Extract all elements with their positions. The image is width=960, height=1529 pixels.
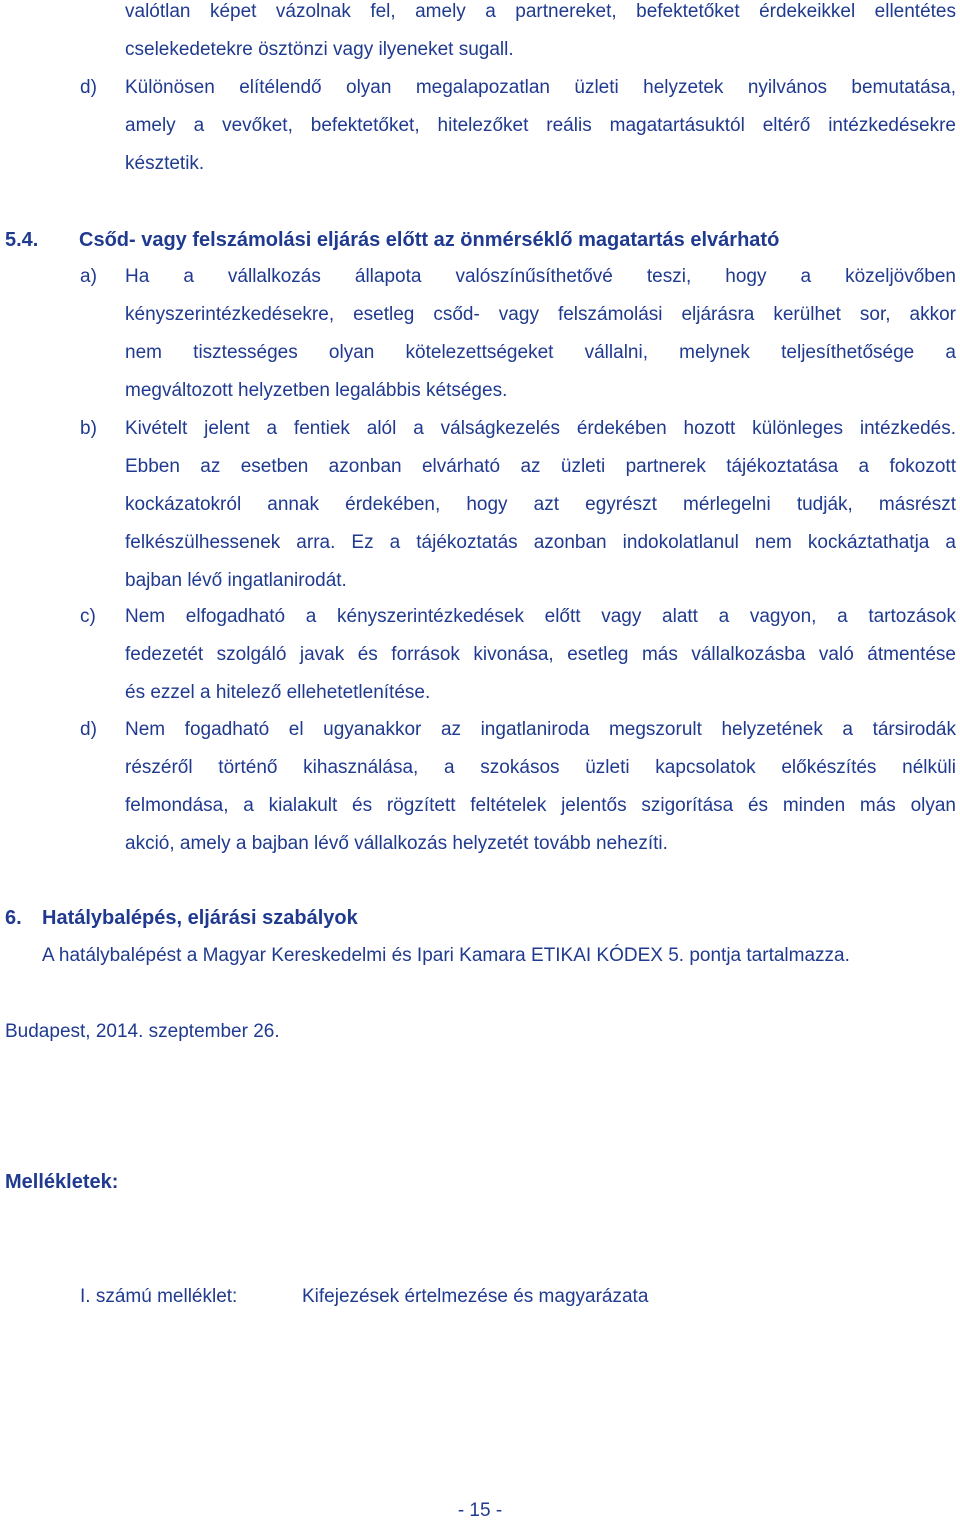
paragraph-line: bajban lévő ingatlanirodát. — [125, 570, 347, 591]
paragraph-line: Ha a vállalkozás állapota valószínűsíthetővé teszi, hogy a közeljövőben — [125, 266, 956, 287]
list-marker: d) — [80, 77, 97, 98]
paragraph-line: késztetik. — [125, 153, 205, 174]
section-heading — [5, 222, 780, 258]
paragraph-line: nem tisztességes olyan kötelezettségeket vállalni, melynek teljesíthetősége a — [125, 342, 956, 363]
paragraph-line: Ebben az esetben azonban elvárható az üzleti partnerek tájékoztatása a fokozott — [125, 456, 956, 477]
place-date: Budapest, 2014. szeptember 26. — [5, 1021, 280, 1042]
section-text: A hatálybalépést a Magyar Kereskedelmi és Ipari Kamara ETIKAI KÓDEX 5. pontja tartalmazza. — [42, 945, 850, 966]
section-title: Hatálybalépés, eljárási szabályok — [42, 907, 358, 929]
list-marker: a) — [80, 266, 97, 287]
paragraph-line: részéről történő kihasználása, a szokásos üzleti kapcsolatok előkészítés nélküli — [125, 757, 956, 778]
paragraph-line: megváltozott helyzetben legalábbis kétséges. — [125, 380, 508, 401]
top-continuation — [125, 0, 956, 69]
paragraph-line: felkészülhessenek arra. Ez a tájékoztatás azonban indokolatlanul nem kockáztathatja a — [125, 532, 956, 553]
attachments-heading: Mellékletek: — [5, 1171, 119, 1193]
list-marker: b) — [80, 418, 97, 439]
attachment-row — [80, 1278, 780, 1316]
section-heading — [5, 900, 358, 936]
paragraph-line: kényszerintézkedésekre, esetleg csőd- vagy felszámolási eljárásra kerülhet sor, akkor — [125, 304, 956, 325]
section-title: Csőd- vagy felszámolási eljárás előtt az önmérséklő magatartás elvárható — [79, 229, 780, 251]
paragraph-line: valótlan képet vázolnak fel, amely a partnereket, befektetőket érdekeikkel ellentétes — [125, 1, 956, 22]
section-number: 5.4. — [5, 229, 39, 251]
attachment-value: Kifejezések értelmezése és magyarázata — [302, 1286, 649, 1307]
list-marker: d) — [80, 719, 97, 740]
paragraph-line: kockázatokról annak érdekében, hogy azt egyrészt mérlegelni tudják, másrészt — [125, 494, 956, 515]
paragraph-line: akció, amely a bajban lévő vállalkozás helyzetét tovább nehezíti. — [125, 833, 668, 854]
page-number: - 15 - — [457, 1500, 503, 1521]
paragraph-line: Nem elfogadható a kényszerintézkedések előtt vagy alatt a vagyon, a tartozások — [125, 606, 956, 627]
paragraph-line: Különösen elítélendő olyan megalapozatlan üzleti helyzetek nyilvános bemutatása, — [125, 77, 956, 98]
paragraph-line: Kivételt jelent a fentiek alól a válságkezelés érdekében hozott különleges intézkedés. — [125, 418, 956, 439]
paragraph-line: amely a vevőket, befektetőket, hitelezőket reális magatartásuktól eltérő intézkedésekre — [125, 115, 956, 136]
paragraph-line: és ezzel a hitelező ellehetetlenítése. — [125, 682, 431, 703]
paragraph-line: fedezetét szolgáló javak és források kivonása, esetleg más vállalkozásba való átmentése — [125, 644, 956, 665]
section-number: 6. — [5, 907, 22, 929]
paragraph-line: felmondása, a kialakult és rögzített feltételek jelentős szigorítása és minden más olyan — [125, 795, 956, 816]
list-marker: c) — [80, 606, 96, 627]
paragraph-line: Nem fogadható el ugyanakkor az ingatlaniroda megszorult helyzetének a társirodák — [125, 719, 956, 740]
paragraph-line: cselekedetekre ösztönzi vagy ilyeneket sugall. — [125, 39, 514, 60]
attachment-label: I. számú melléklet: — [80, 1286, 238, 1307]
